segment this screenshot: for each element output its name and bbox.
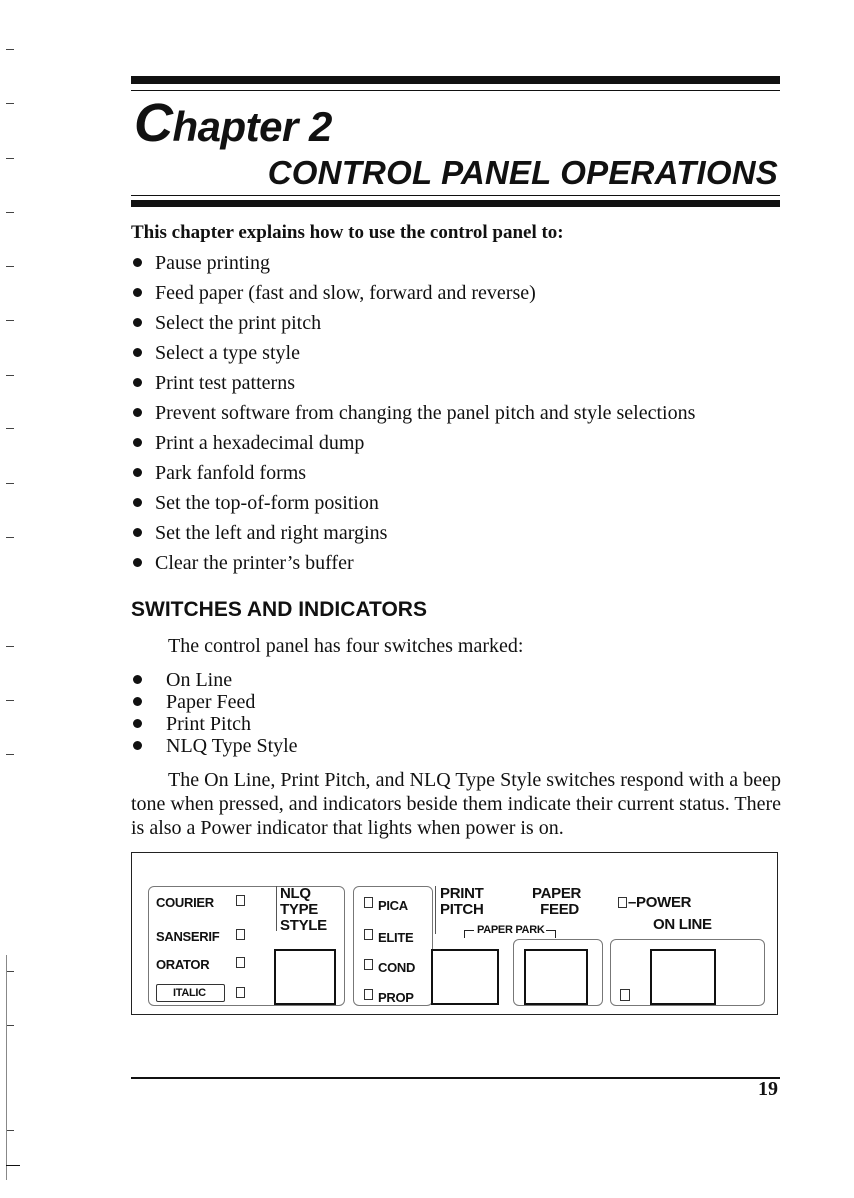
bullet-icon (133, 408, 142, 417)
list-item: Select the print pitch (133, 311, 695, 341)
binding-mark (6, 375, 14, 376)
list-item: Feed paper (fast and slow, forward and reverse) (133, 281, 695, 311)
list-item: On Line (133, 669, 298, 691)
sanserif-indicator (236, 929, 245, 940)
bullet-icon (133, 378, 142, 387)
courier-indicator (236, 895, 245, 906)
orator-indicator (236, 957, 245, 968)
bullet-icon (133, 558, 142, 567)
print-pitch-label: PRINT PITCH (440, 885, 484, 918)
binding-mark (6, 537, 14, 538)
binding-mark (6, 646, 14, 647)
print-pitch-switch[interactable] (431, 949, 499, 1005)
italic-indicator (236, 987, 245, 998)
list-item: Park fanfold forms (133, 461, 695, 491)
paper-park-label: PAPER PARK (477, 924, 545, 936)
bullet-icon (133, 258, 142, 267)
pica-label: PICA (378, 898, 408, 913)
binding-mark (6, 971, 14, 972)
bullet-icon (133, 528, 142, 537)
switches-intro: The control panel has four switches marked: (168, 635, 524, 657)
italic-label: ITALIC (173, 987, 206, 999)
bullet-icon (133, 288, 142, 297)
list-item: Pause printing (133, 251, 695, 281)
sanserif-label: SANSERIF (156, 929, 220, 944)
list-item: Set the top-of-form position (133, 491, 695, 521)
print-pitch-bracket (435, 886, 436, 934)
list-item: Paper Feed (133, 691, 298, 713)
intro-text: This chapter explains how to use the control panel to: (131, 222, 564, 243)
binding-mark (6, 158, 14, 159)
nlq-type-style-switch[interactable] (274, 949, 336, 1005)
chapter-heading: CONTROL PANEL OPERATIONS (267, 154, 778, 191)
binding-mark (6, 1165, 20, 1166)
binding-mark (6, 49, 14, 50)
paper-park-tick-left (464, 930, 465, 938)
paper-park-line-left (464, 930, 474, 931)
bullet-icon (133, 318, 142, 327)
cond-indicator (364, 959, 373, 970)
switches-description: The On Line, Print Pitch, and NLQ Type Style switches respond with a beep tone when pressed, and indicators beside them indicate their current status. There is also a Power indicator that lights when power is on. (131, 769, 781, 839)
bullet-icon (133, 697, 142, 706)
section-heading: SWITCHES AND INDICATORS (131, 598, 427, 621)
bullet-icon (133, 741, 142, 750)
bullet-icon (133, 468, 142, 477)
orator-label: ORATOR (156, 957, 210, 972)
on-line-label: ON LINE (653, 916, 712, 933)
header-rule-thick (131, 76, 780, 84)
prop-label: PROP (378, 990, 414, 1005)
bullet-icon (133, 675, 142, 684)
binding-mark (6, 1130, 14, 1131)
header-rule-thin (131, 90, 780, 91)
binding-mark (6, 1025, 14, 1026)
list-item: Set the left and right margins (133, 521, 695, 551)
pica-indicator (364, 897, 373, 908)
list-item: Print a hexadecimal dump (133, 431, 695, 461)
operations-list (133, 251, 695, 581)
bullet-icon (133, 438, 142, 447)
paper-feed-switch[interactable] (524, 949, 588, 1005)
nlq-bracket (276, 886, 277, 931)
courier-label: COURIER (156, 895, 214, 910)
paper-feed-label: PAPER FEED (532, 885, 582, 918)
elite-indicator (364, 929, 373, 940)
list-item: Print Pitch (133, 713, 298, 735)
bullet-icon (133, 719, 142, 728)
footer-rule (131, 1077, 780, 1079)
on-line-indicator (620, 989, 630, 1001)
power-indicator (618, 897, 627, 908)
power-label: –POWER (628, 894, 692, 911)
binding-mark (6, 754, 14, 755)
binding-mark (6, 700, 14, 701)
list-item: NLQ Type Style (133, 735, 298, 757)
binding-line (6, 955, 7, 1180)
elite-label: ELITE (378, 930, 414, 945)
nlq-type-style-label: NLQ TYPE STYLE (280, 885, 327, 934)
binding-mark (6, 266, 14, 267)
list-item: Clear the printer’s buffer (133, 551, 695, 581)
prop-indicator (364, 989, 373, 1000)
paper-park-tick-right (555, 930, 556, 938)
heading-rule-thin (131, 195, 780, 196)
bullet-icon (133, 498, 142, 507)
list-item: Select a type style (133, 341, 695, 371)
bullet-icon (133, 348, 142, 357)
binding-mark (6, 483, 14, 484)
binding-mark (6, 212, 14, 213)
control-panel-figure (131, 852, 778, 1015)
heading-rule-thick (131, 200, 780, 207)
chapter-title: Chapter 2 (134, 93, 332, 153)
switch-list (133, 669, 298, 757)
cond-label: COND (378, 960, 416, 975)
list-item: Print test patterns (133, 371, 695, 401)
page-number: 19 (758, 1078, 778, 1100)
binding-mark (6, 428, 14, 429)
binding-mark (6, 103, 14, 104)
binding-mark (6, 320, 14, 321)
list-item: Prevent software from changing the panel pitch and style selections (133, 401, 695, 431)
on-line-switch[interactable] (650, 949, 716, 1005)
